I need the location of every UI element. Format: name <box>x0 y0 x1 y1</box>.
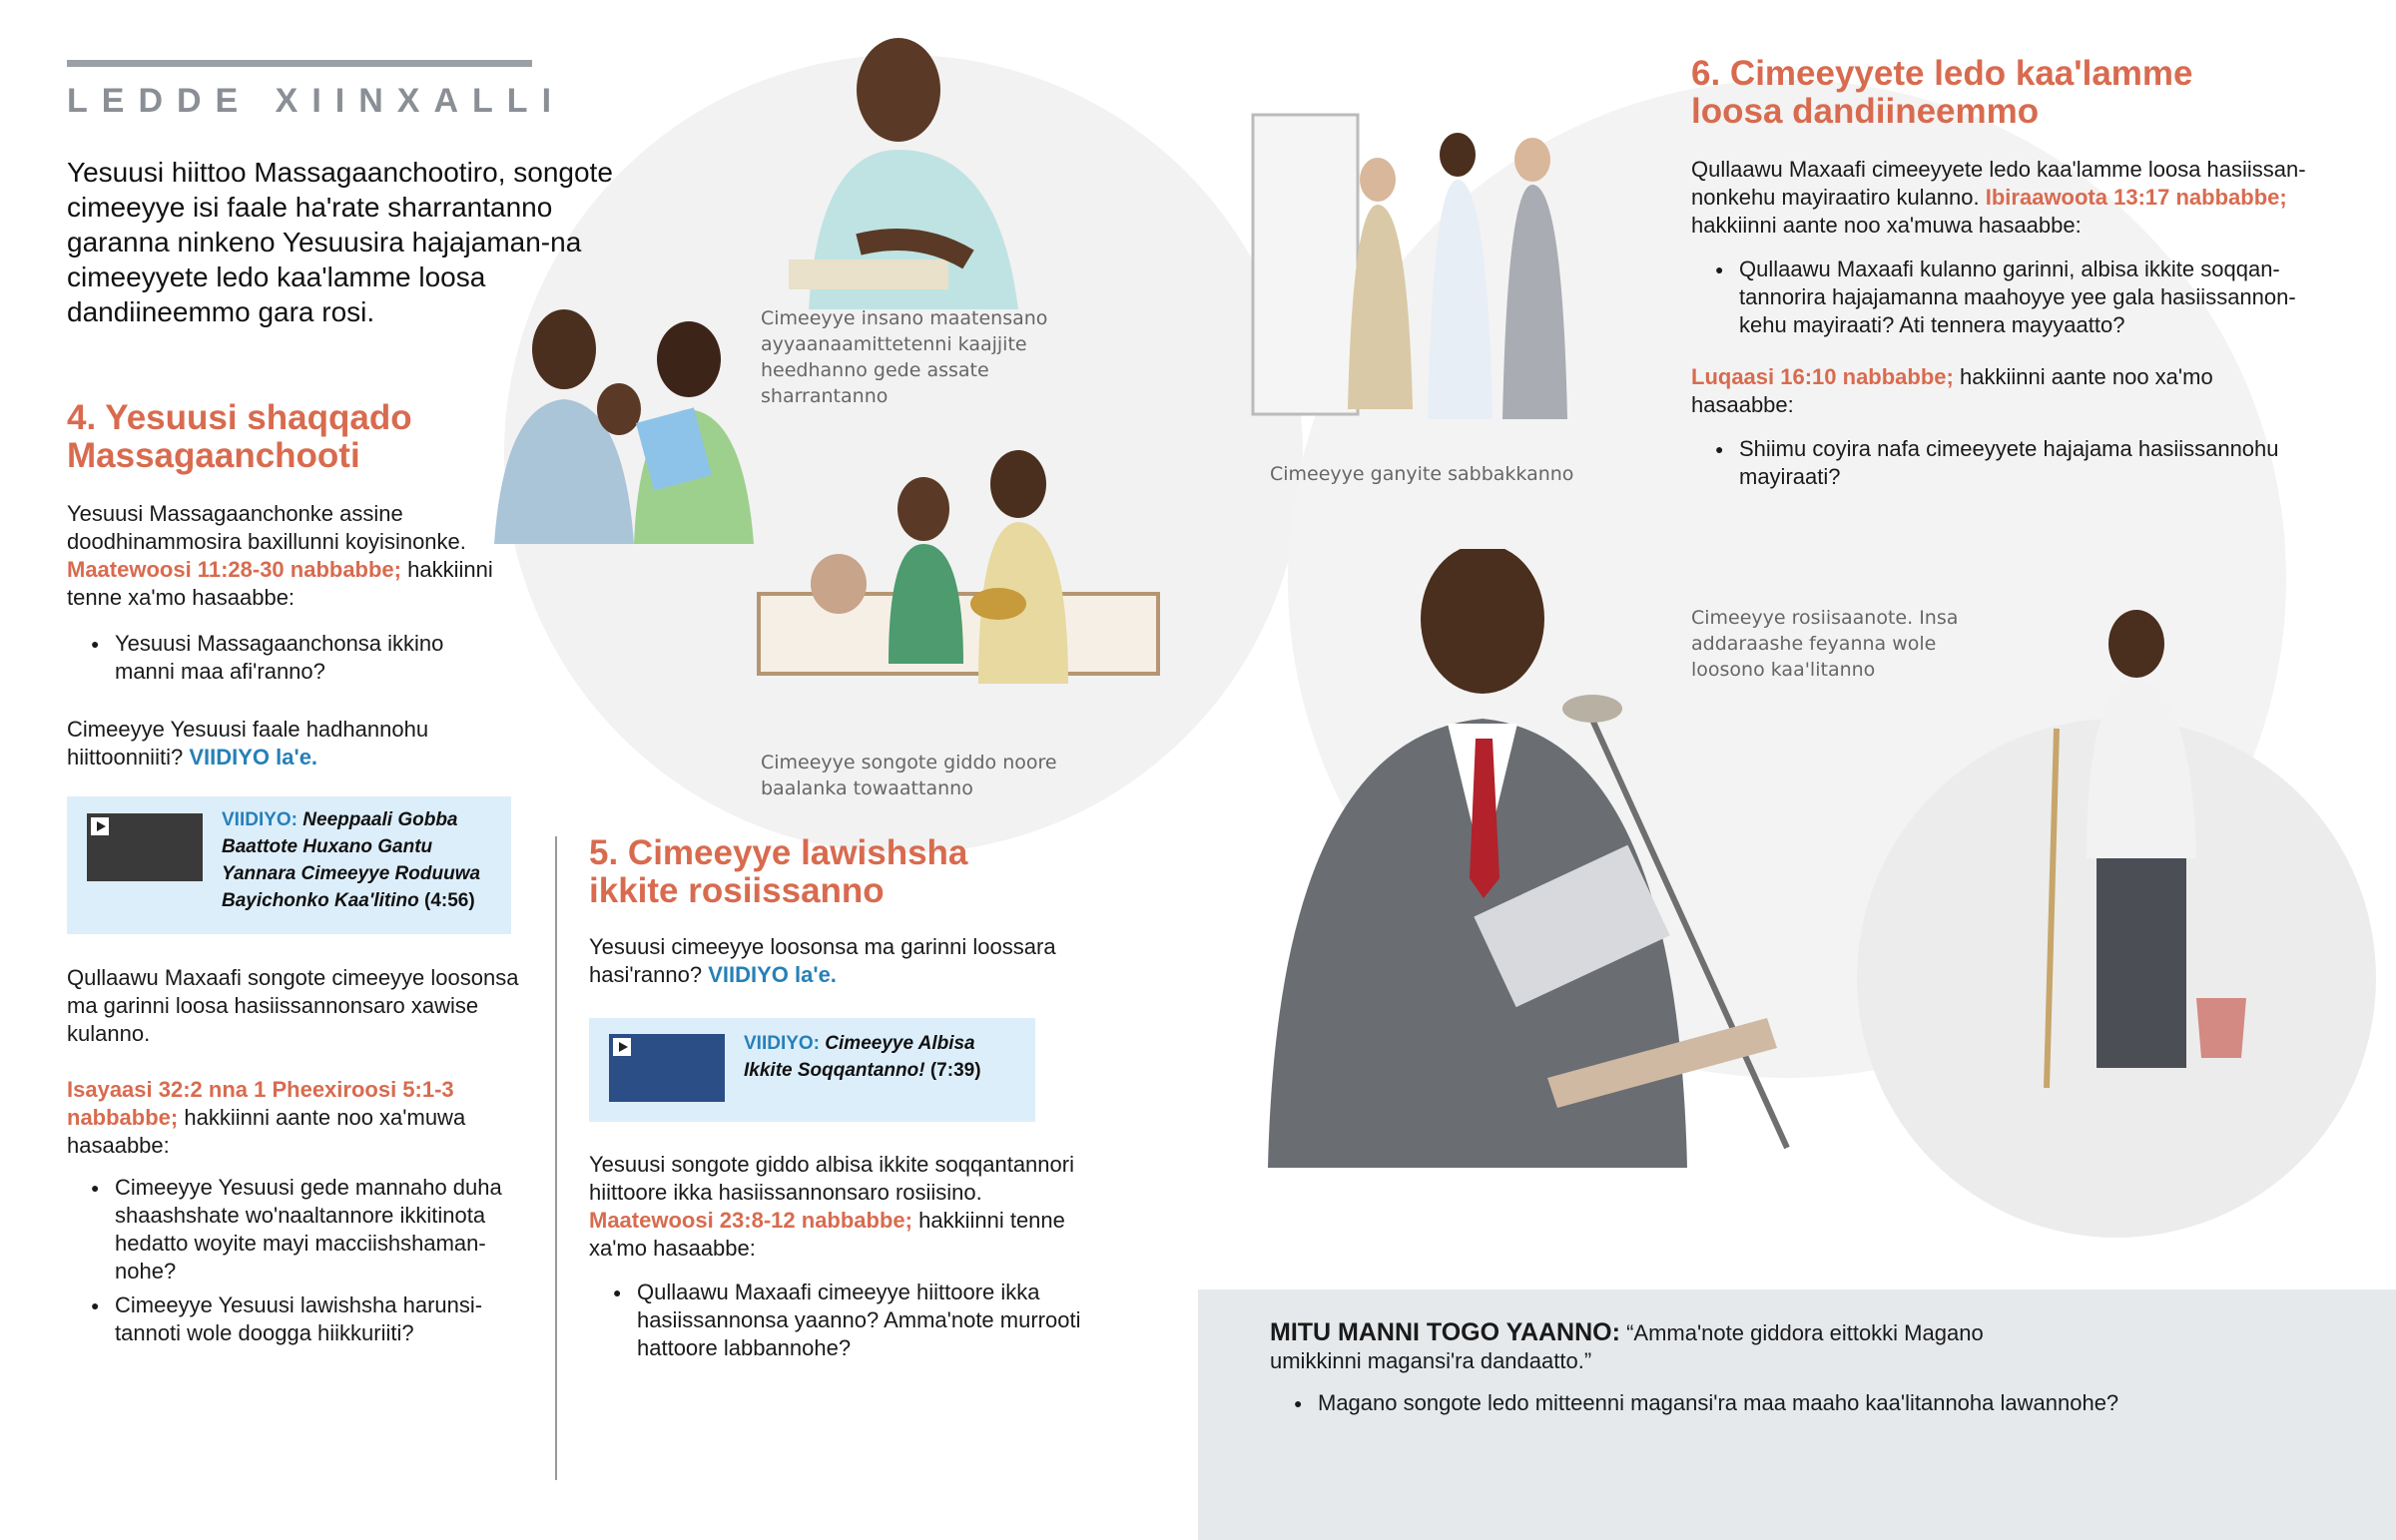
play-icon[interactable] <box>613 1038 631 1056</box>
video-title: VIIDIYO: Neeppaali Gobba Baattote Huxano Gantu Yannara Cimeeyye Roduuwa Bayichonko Kaa'litino (4:56) <box>222 809 481 911</box>
section5-paragraph-2: Yesuusi songote giddo albisa ikkite soqqantannori hiittoore ikka hasiissannonsaro rosiisino. Maatewoosi 23:8-12 nabbabbe; hakkiinni tenne xa'mo hasaabbe: <box>589 1152 1074 1261</box>
question-bullet: ● Cimeeyye Yesuusi gede mannaho duha shaashshate wo'naaltannore ikkitinota hedatto woyite mayi macciishshaman-nohe? <box>115 1174 534 1285</box>
section5-title: 5. Cimeeyye lawishsha ikkite rosiissanno <box>589 833 968 910</box>
video-card-nepal[interactable] <box>67 796 511 934</box>
header-rule <box>67 60 532 67</box>
column-divider <box>555 836 557 1480</box>
family-reading-illustration <box>474 304 774 544</box>
door-to-door-illustration <box>1248 110 1577 429</box>
section4-paragraph-1: Yesuusi Massagaanchonke assine doodhinammosira baxillunni koyisinonke. Maatewoosi 11:28-30 nabbabbe; hakkiinni tenne xa'mo hasaabbe: <box>67 501 493 610</box>
section5-paragraph-1: Yesuusi cimeeyye loosonsa ma garinni loossara hasi'ranno? VIIDIYO la'e. <box>589 934 1056 987</box>
discussion-panel <box>1198 1289 2396 1540</box>
discussion-content <box>1270 1318 2268 1423</box>
video-title: VIIDIYO: Cimeeyye Albisa Ikkite Soqqantanno! (7:39) <box>744 1033 981 1081</box>
objection-quote: MITU MANNI TOGO YAANNO: “Amma'note giddora eittokki Magano umikkinni magansi'ra dandaatto.” <box>1270 1318 1984 1373</box>
question-bullet: ● Shiimu coyira nafa cimeeyyete hajajama hasiissannohu mayiraati? <box>1739 435 2330 491</box>
section6-paragraph-1: Qullaawu Maxaafi cimeeyyete ledo kaa'lamme loosa hasiissan-nonkehu mayiraatiro kulanno. Ibiraawoota 13:17 nabbabbe; hakkiinni aante noo xa'muwa hasaabbe: <box>1691 157 2306 238</box>
intro-paragraph: Yesuusi hiittoo Massagaanchootiro, songote cimeeyye isi faale ha'rate sharrantanno garanna ninkeno Yesuusira hajajaman-na cimeeyyete ledo kaa'lamme loosa dandiineemmo gara rosi. <box>67 157 613 327</box>
question-bullet: ● Cimeeyye Yesuusi lawishsha harunsi-tannoti wole doogga hiikkuriiti? <box>115 1291 534 1347</box>
section4-paragraph-2: Cimeeyye Yesuusi faale hadhannohu hiittoonniiti? VIIDIYO la'e. <box>67 717 429 770</box>
caption-hospital: Cimeeyye songote giddo noore baalanka towaattanno <box>761 752 1057 799</box>
section4-content-2 <box>67 964 546 1353</box>
cleaning-illustration <box>2007 599 2266 1108</box>
question-bullet: ● Yesuusi Massagaanchonsa ikkino manni maa afi'ranno? <box>115 630 506 686</box>
scripture-reference[interactable]: Luqaasi 16:10 nabbabbe; <box>1691 364 1954 389</box>
section4-paragraph-3: Qullaawu Maxaafi songote cimeeyye loosonsa ma garinni loosa hasiissannonsaro xawise kulanno. <box>67 965 519 1046</box>
hospital-visit-illustration <box>739 444 1188 744</box>
caption-speaker: Cimeeyye rosiisaanote. Insa addaraashe feyanna wole loosono kaa'litanno <box>1691 607 1959 681</box>
section4-paragraph-4: Isayaasi 32:2 nna 1 Pheexiroosi 5:1-3 nabbabbe; hakkiinni aante noo xa'muwa hasaabbe: <box>67 1077 466 1158</box>
scripture-reference[interactable]: Maatewoosi 11:28-30 nabbabbe; <box>67 557 401 582</box>
section6-title: 6. Cimeeyyete ledo kaa'lamme loosa dandiineemmo <box>1691 54 2193 131</box>
scripture-reference[interactable]: Maatewoosi 23:8-12 nabbabbe; <box>589 1208 912 1233</box>
section4-title: 4. Yesuusi shaqqado Massagaanchooti <box>67 398 412 475</box>
caption-study: Cimeeyye insano maatensano ayyaanaamittetenni kaajjite heedhanno gede assate sharrantanno <box>761 307 1048 407</box>
video-link[interactable]: VIIDIYO la'e. <box>708 962 837 987</box>
video-card-elders[interactable] <box>589 1018 1035 1122</box>
play-icon[interactable] <box>91 817 109 835</box>
objection-heading: MITU MANNI TOGO YAANNO: <box>1270 1318 1620 1346</box>
question-bullet: ● Magano songote ledo mitteenni magansi'ra maa maaho kaa'litannoha lawannohe? <box>1318 1389 2268 1417</box>
scripture-reference[interactable]: Ibiraawoota 13:17 nabbabbe; <box>1985 185 2287 210</box>
caption-door: Cimeeyye ganyite sabbakkanno <box>1270 463 1574 485</box>
man-studying-illustration <box>769 30 1068 309</box>
section5-content <box>589 1151 1108 1368</box>
question-bullet: ● Qullaawu Maxaafi cimeeyye hiittoore ikka hasiissannonsa yaanno? Amma'note murrooti hattoore labbannohe? <box>637 1279 1116 1362</box>
section6-content <box>1691 156 2330 497</box>
scripture-reference[interactable]: Isayaasi 32:2 nna 1 Pheexiroosi 5:1-3 nabbabbe; <box>67 1077 454 1130</box>
section4-content <box>67 500 506 771</box>
video-thumbnail[interactable] <box>87 813 203 881</box>
video-thumbnail[interactable] <box>609 1034 725 1102</box>
section6-paragraph-2: Luqaasi 16:10 nabbabbe; hakkiinni aante noo xa'mo hasaabbe: <box>1691 364 2213 417</box>
kicker-heading: LEDDE XIINXALLI <box>67 82 566 120</box>
video-link[interactable]: VIIDIYO la'e. <box>189 745 318 770</box>
question-bullet: ● Qullaawu Maxaafi kulanno garinni, albisa ikkite soqqan-tannorira hajajamanna maahoyye yee gala hasiissannon-kehu mayiraati? Ati tennera mayyaatto? <box>1739 256 2330 339</box>
